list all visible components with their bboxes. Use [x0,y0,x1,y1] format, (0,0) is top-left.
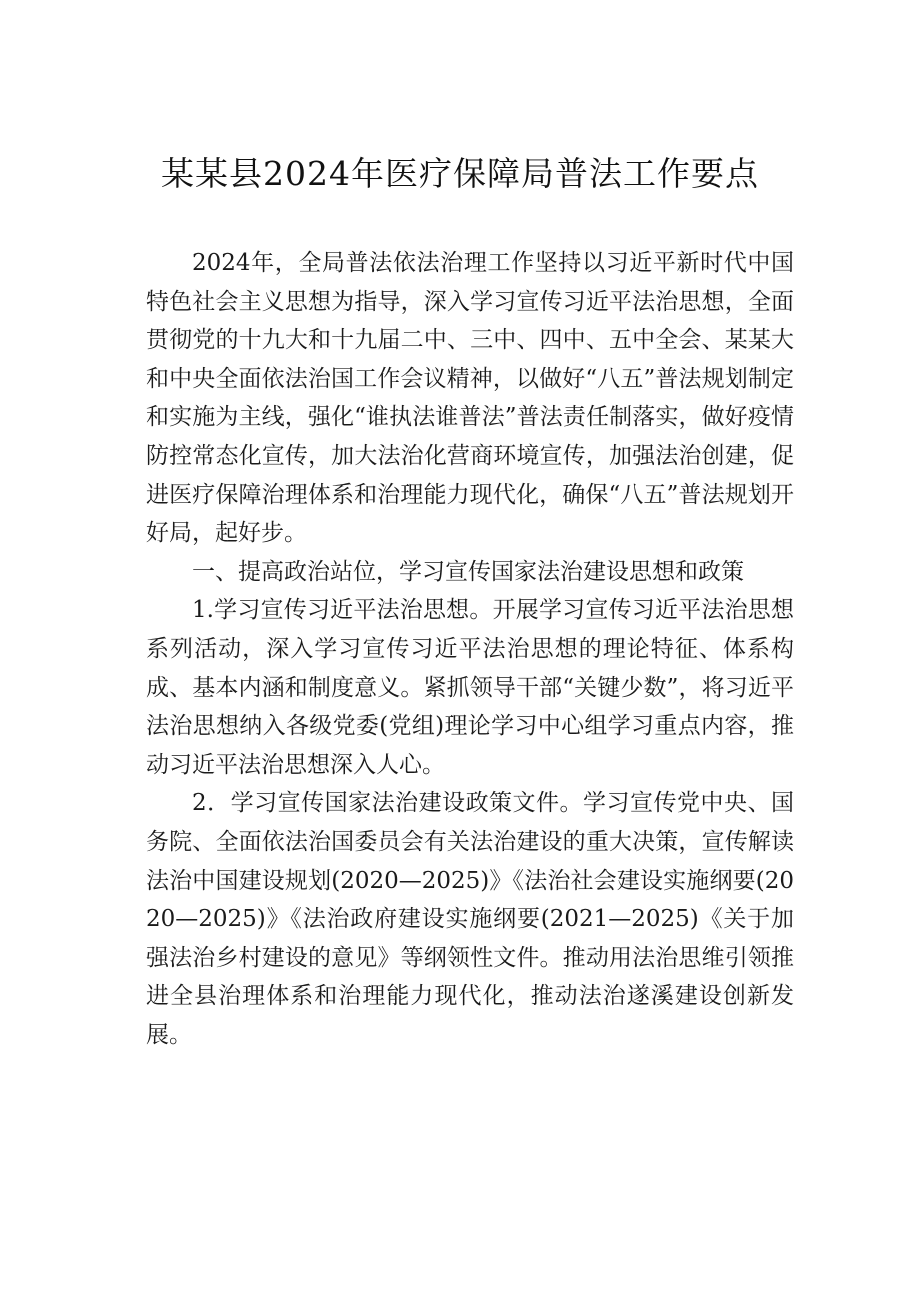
item-paragraph-1: 1.学习宣传习近平法治思想。开展学习宣传习近平法治思想系列活动，深入学习宣传习近平法治思想的理论特征、体系构成、基本内涵和制度意义。紧抓领导干部“关键少数”，将习近平法治思想纳入各级党委(党组)理论学习中心组学习重点内容，推动习近平法治思想深入人心。 [146,597,794,778]
document-body [146,244,794,1054]
intro-paragraph: 2024年，全局普法依法治理工作坚持以习近平新时代中国特色社会主义思想为指导，深入学习宣传习近平法治思想，全面贯彻党的十九大和十九届二中、三中、四中、五中全会、某某大和中央全面依法治国工作会议精神，以做好“八五”普法规划制定和实施为主线，强化“谁执法谁普法”普法责任制落实，做好疫情防控常态化宣传，加大法治化营商环境宣传，加强法治创建，促进医疗保障治理体系和治理能力现代化，确保“八五”普法规划开好局，起好步。 [146,250,794,547]
document-title: 某某县2024年医疗保障局普法工作要点 [161,154,759,193]
section-heading-1: 一、提高政治站位，学习宣传国家法治建设思想和政策 [192,558,744,585]
item-paragraph-2: 2．学习宣传国家法治建设政策文件。学习宣传党中央、国务院、全面依法治国委员会有关法治建设的重大决策，宣传解读法治中国建设规划(2020—2025)》《法治社会建设实施纲要(2020—2025)》《法治政府建设实施纲要(2021—2025)《关于加强法治乡村建设的意见》等纲领性文件。推动用法治思维引领推进全县治理体系和治理能力现代化，推动法治遂溪建设创新发展。 [146,790,794,1048]
